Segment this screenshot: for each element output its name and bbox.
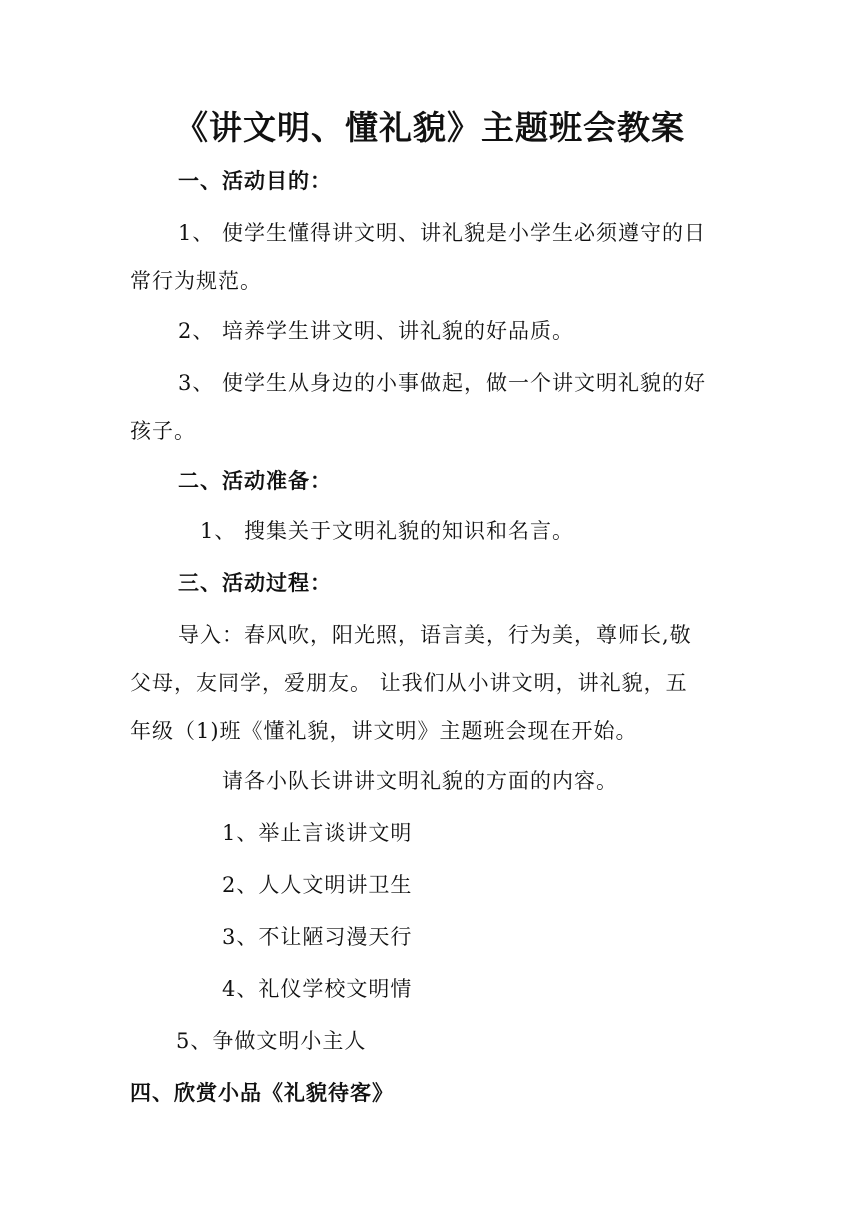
- intro-line-1: 导入：春风吹，阳光照，语言美，行为美，尊师长,敬: [178, 623, 692, 647]
- purpose-item-3-line-1: 3、 使学生从身边的小事做起，做一个讲文明礼貌的好: [178, 371, 707, 395]
- purpose-item-3-line-2: 孩子。: [130, 419, 196, 443]
- prompt-text: 请各小队长讲讲文明礼貌的方面的内容。: [222, 769, 618, 793]
- section-heading-preparation: 二、活动准备：: [178, 469, 332, 493]
- section-heading-skit: 四、欣赏小品《礼貌待客》: [130, 1081, 394, 1105]
- topic-item: 3、不让陋习漫天行: [222, 925, 413, 949]
- intro-line-3: 年级（1)班《懂礼貌，讲文明》主题班会现在开始。: [130, 719, 638, 743]
- topic-item: 2、人人文明讲卫生: [222, 873, 413, 897]
- section-heading-process: 三、活动过程：: [178, 571, 332, 595]
- document-title: 《讲文明、懂礼貌》主题班会教案: [175, 108, 685, 147]
- preparation-item-1: 1、 搜集关于文明礼貌的知识和名言。: [200, 519, 575, 543]
- purpose-item-1-line-2: 常行为规范。: [130, 269, 262, 293]
- topic-item: 5、争做文明小主人: [176, 1029, 367, 1053]
- section-heading-purpose: 一、活动目的：: [178, 169, 332, 193]
- topic-item: 1、举止言谈讲文明: [222, 821, 413, 845]
- purpose-item-2: 2、 培养学生讲文明、讲礼貌的好品质。: [178, 319, 575, 343]
- purpose-item-1-line-1: 1、 使学生懂得讲文明、讲礼貌是小学生必须遵守的日: [178, 221, 707, 245]
- intro-line-2: 父母，友同学，爱朋友。 让我们从小讲文明，讲礼貌，五: [130, 671, 688, 695]
- topic-item: 4、礼仪学校文明情: [222, 977, 413, 1001]
